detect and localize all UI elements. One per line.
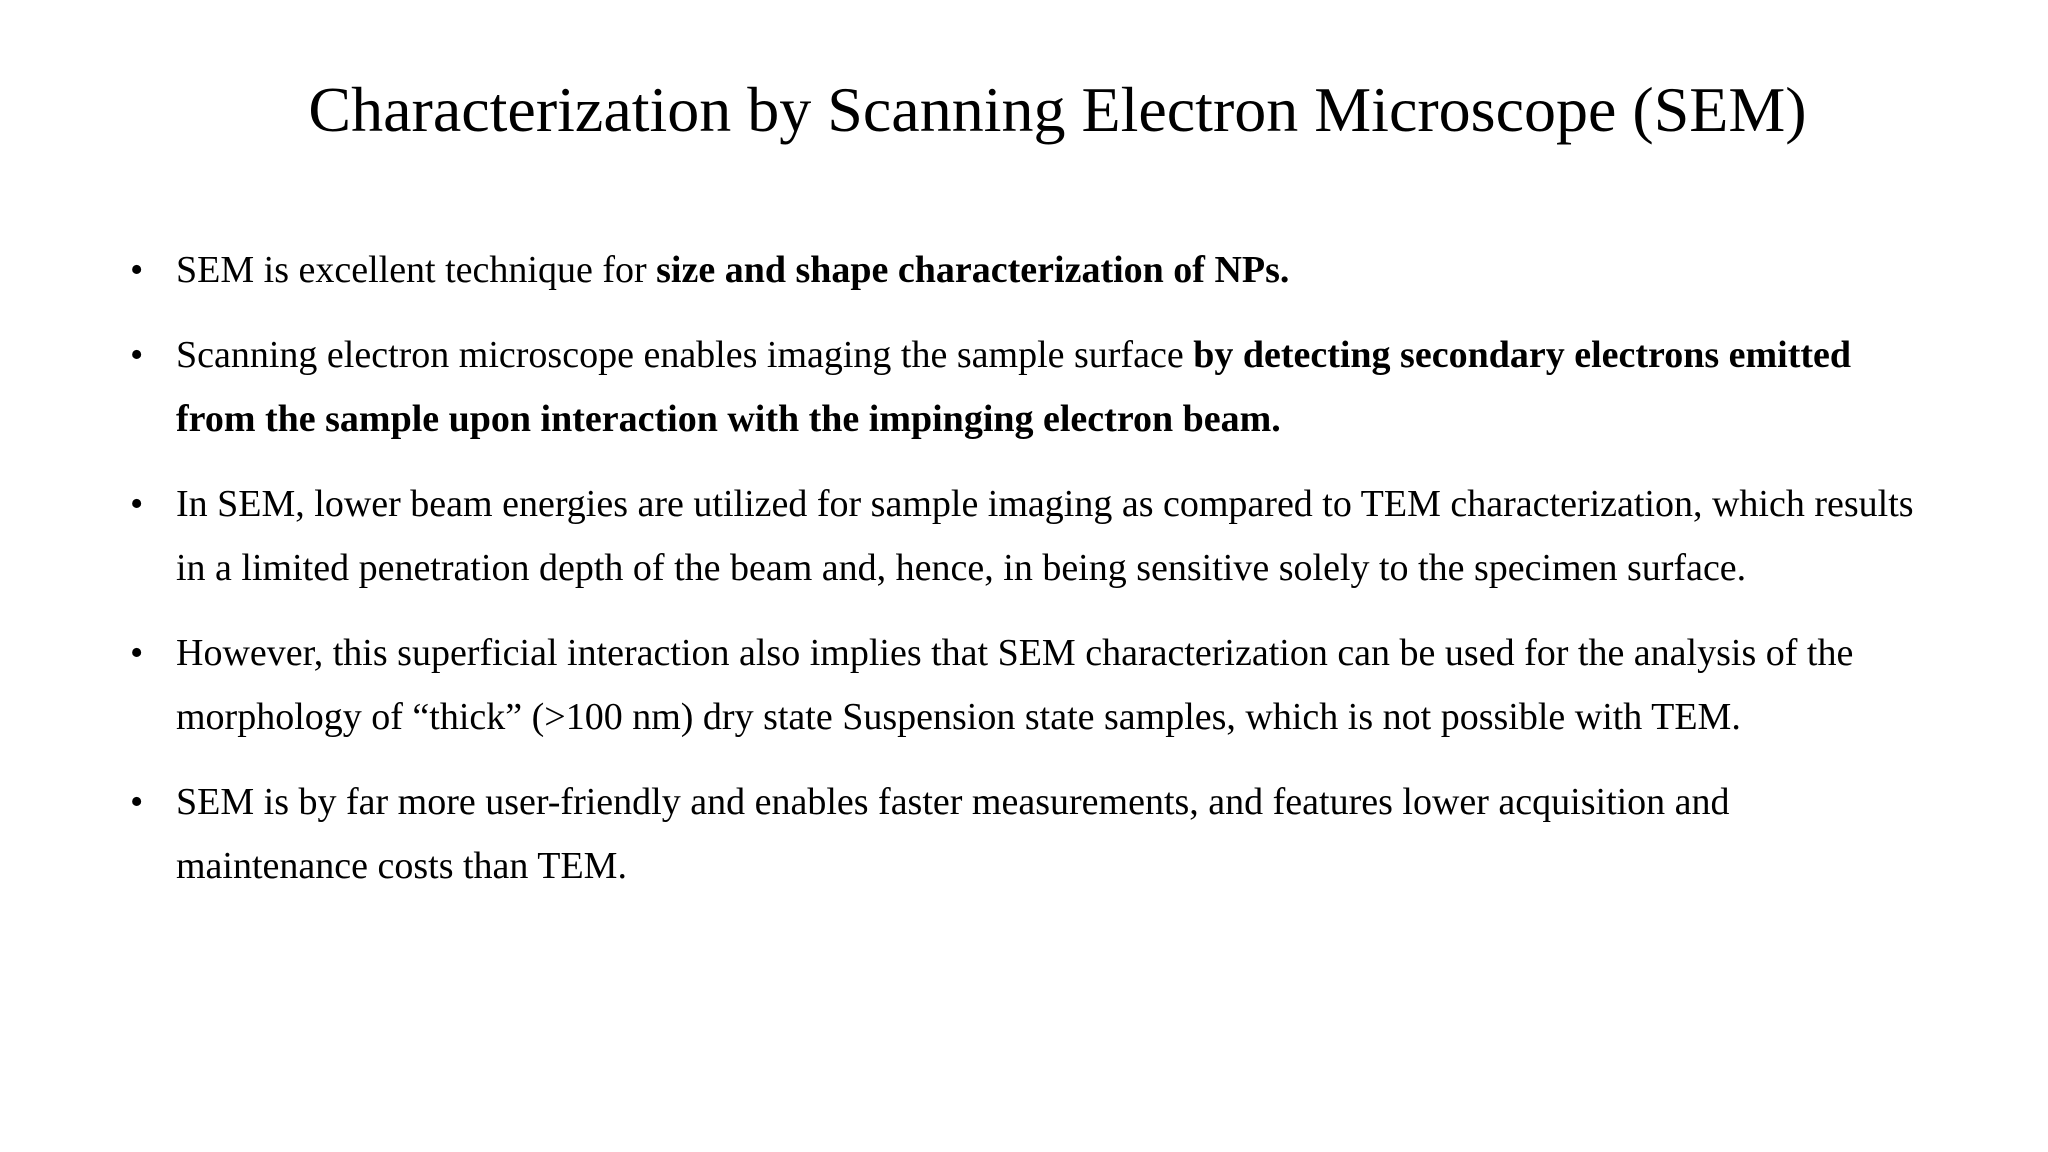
bullet-list: [130, 238, 1920, 919]
slide-title: Characterization by Scanning Electron Microscope (SEM): [308, 74, 1807, 145]
bullet-text: SEM is by far more user-friendly and enables faster measurements, and features lower acquisition and maintenance costs than TEM.: [176, 781, 1730, 887]
bullet-icon: •: [130, 334, 144, 376]
bullet-item: [130, 770, 1920, 898]
bullet-text: SEM is excellent technique for: [176, 249, 657, 291]
bullet-text: Scanning electron microscope enables imaging the sample surface: [176, 334, 1194, 376]
bullet-icon: •: [130, 781, 144, 823]
bullet-text-bold: size and shape characterization of NPs.: [656, 249, 1290, 291]
bullet-icon: •: [130, 249, 144, 291]
bullet-item: [130, 238, 1920, 302]
bullet-text-bold: by detecting secondary electrons emitted from the sample upon interaction with the impinging electron beam.: [176, 334, 1852, 440]
bullet-icon: •: [130, 483, 144, 525]
bullet-text: However, this superficial interaction also implies that SEM characterization can be used for the analysis of the morphology of “thick” (>100 nm) dry state Suspension state samples, which is not possible with TEM.: [176, 632, 1854, 738]
bullet-item: [130, 472, 1920, 600]
bullet-text: In SEM, lower beam energies are utilized for sample imaging as compared to TEM characterization, which results in a limited penetration depth of the beam and, hence, in being sensitive solely to the specimen surface.: [176, 483, 1914, 589]
bullet-item: [130, 621, 1920, 749]
bullet-item: [130, 323, 1920, 451]
bullet-icon: •: [130, 632, 144, 674]
